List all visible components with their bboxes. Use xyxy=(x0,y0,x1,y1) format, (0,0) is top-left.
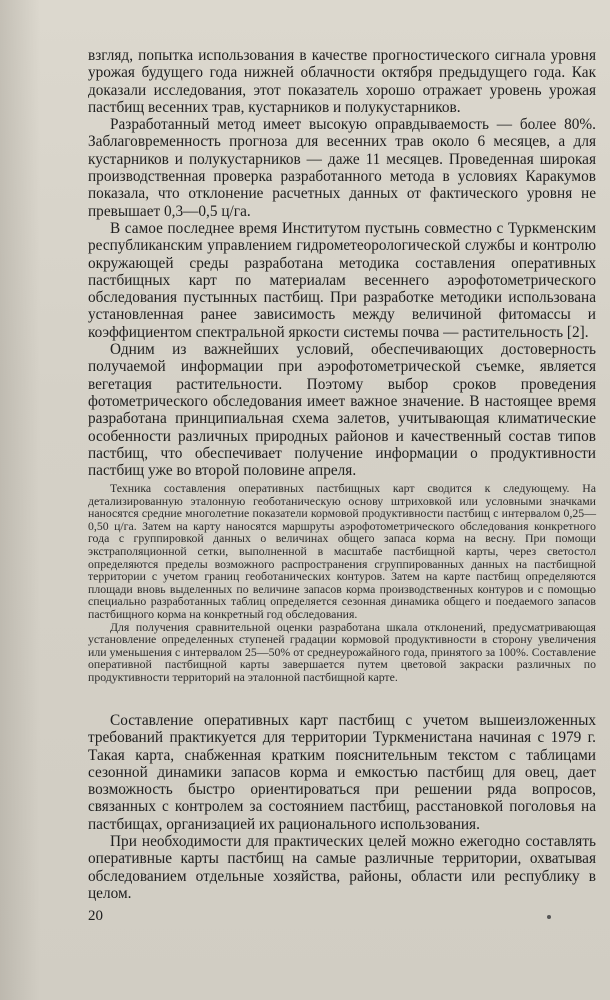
paragraph: При необходимости для практических целей можно ежегодно составлять оперативные карты пастбищ на самые различные территории, охватывая обследованием отдельные хозяйства, районы, области или республику в целом. xyxy=(88,833,596,902)
paragraph: Составление оперативных карт пастбищ с учетом вышеизложенных требований практикуется для территории Туркменистана начиная с 1979 г. Такая карта, снабженная кратким пояснительным текстом с таблицами сезонной динамики запасов корма и емкостью пастбищ для овец, дает возможность быстро ориентироваться при решении ряда вопросов, связанных с контролем за состоянием пастбищ, расстановкой поголовья на пастбищах, организацией их рационального использования. xyxy=(88,712,596,833)
paragraph: В самое последнее время Институтом пустынь совместно с Туркменским республиканским управлением гидрометеорологической службы и контролю окружающей среды разработана методика составления оперативных пастбищных карт по материалам весеннего аэрофотометрического обследования пустынных пастбищ. При разработке методики использована установленная ранее зависимость между величиной фитомассы и коэффициентом спектральной яркости системы почва — растительность [2]. xyxy=(88,219,596,341)
small-print-block xyxy=(88,482,596,684)
paragraph: взгляд, попытка использования в качестве прогностического сигнала уровня урожая будущего года нижней облачности октября предыдущего года. Как доказали исследования, этот показатель хорошо отражает уровень урожая пастбищ весенних трав, кустарников и полукустарников. xyxy=(88,47,596,116)
page-number: 20 xyxy=(88,908,103,924)
small-paragraph: Техника составления оперативных пастбищных карт сводится к следующему. На детализированную эталонную геоботаническую основу штриховкой или условными значками наносятся средние многолетние показатели кормовой продуктивности пастбищ с интервалом 0,25—0,50 ц/га. Затем на карту наносятся маршруты аэрофотометрического обследования конкретного года с группировкой данных о величинах общего запаса корма на весну. При помощи экстраполяционной сетки, выполненной в масштабе пастбищной карты, через светостол определяются пределы возможного распространения сгруппированных данных на пастбищной территории с учетом границ геоботанических контуров. Затем на карте пастбищ определяются площади вновь выделенных по величине запасов корма производственных контуров и с помощью специально разработанных таблиц определяется сезонная динамика общего и поедаемого запасов пастбищного корма на конкретный год обследования. xyxy=(88,481,596,621)
page-binding-shadow xyxy=(0,0,40,1000)
paragraph: Одним из важнейших условий, обеспечивающих достоверность получаемой информации при аэрофотометрической съемке, является вегетация растительности. Поэтому выбор сроков проведения фотометрического обследования имеет важное значение. В настоящее время разработана принципиальная схема залетов, учитывающая климатические особенности различных природных районов и качественный состав типов пастбищ, что обеспечивает получение информации о продуктивности пастбищ уже во второй половине апреля. xyxy=(88,341,596,480)
main-text-block-1 xyxy=(88,47,596,479)
paper-speck xyxy=(547,915,551,919)
main-text-block-2 xyxy=(88,712,596,902)
paragraph: Разработанный метод имеет высокую оправдываемость — более 80%. Заблаговременность прогноза для весенних трав около 6 месяцев, а для кустарников и полукустарников — даже 11 месяцев. Проведенная широкая производственная проверка разработанного метода в условиях Каракумов показала, что отклонение расчетных данных от фактического уровня не превышает 0,3—0,5 ц/га. xyxy=(88,116,596,220)
small-paragraph: Для получения сравнительной оценки разработана шкала отклонений, предусматривающая установление определенных ступеней градации кормовой продуктивности в сторону увеличения или уменьшения с интервалом 25—50% от среднеурожайного года, принятого за 100%. Составление оперативной пастбищной карты завершается путем цветовой закраски различных по продуктивности территорий на эталонной пастбищной карте. xyxy=(88,619,596,684)
